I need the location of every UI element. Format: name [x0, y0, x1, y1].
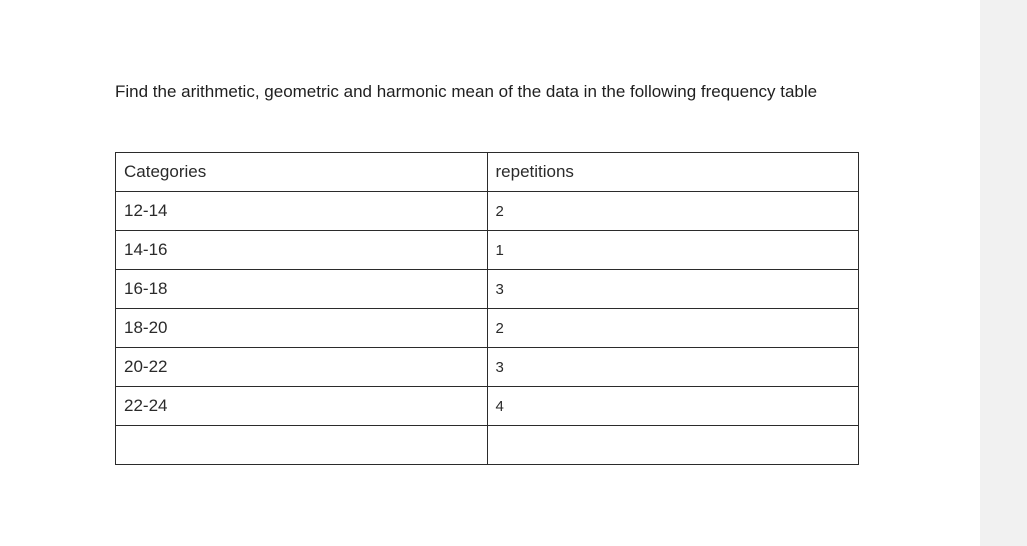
- category-cell: 22-24: [116, 387, 488, 426]
- category-cell: 20-22: [116, 348, 488, 387]
- category-cell: [116, 426, 488, 465]
- category-cell: 18-20: [116, 309, 488, 348]
- table-row: [116, 348, 859, 387]
- category-cell: 12-14: [116, 192, 488, 231]
- table-row-empty: [116, 426, 859, 465]
- header-categories: Categories: [116, 153, 488, 192]
- header-repetitions: repetitions: [487, 153, 859, 192]
- table-row: [116, 270, 859, 309]
- table-row: [116, 387, 859, 426]
- category-cell: 14-16: [116, 231, 488, 270]
- repetitions-cell: 1: [487, 231, 859, 270]
- repetitions-cell: 2: [487, 309, 859, 348]
- category-cell: 16-18: [116, 270, 488, 309]
- question-text: Find the arithmetic, geometric and harmonic mean of the data in the following frequency table: [115, 82, 818, 101]
- table-header-row: [116, 153, 859, 192]
- side-panel: [980, 0, 1027, 546]
- repetitions-cell: 3: [487, 348, 859, 387]
- frequency-table: [115, 152, 859, 465]
- repetitions-cell: 4: [487, 387, 859, 426]
- repetitions-cell: [487, 426, 859, 465]
- table-row: [116, 192, 859, 231]
- repetitions-cell: 3: [487, 270, 859, 309]
- table-row: [116, 309, 859, 348]
- repetitions-cell: 2: [487, 192, 859, 231]
- table-row: [116, 231, 859, 270]
